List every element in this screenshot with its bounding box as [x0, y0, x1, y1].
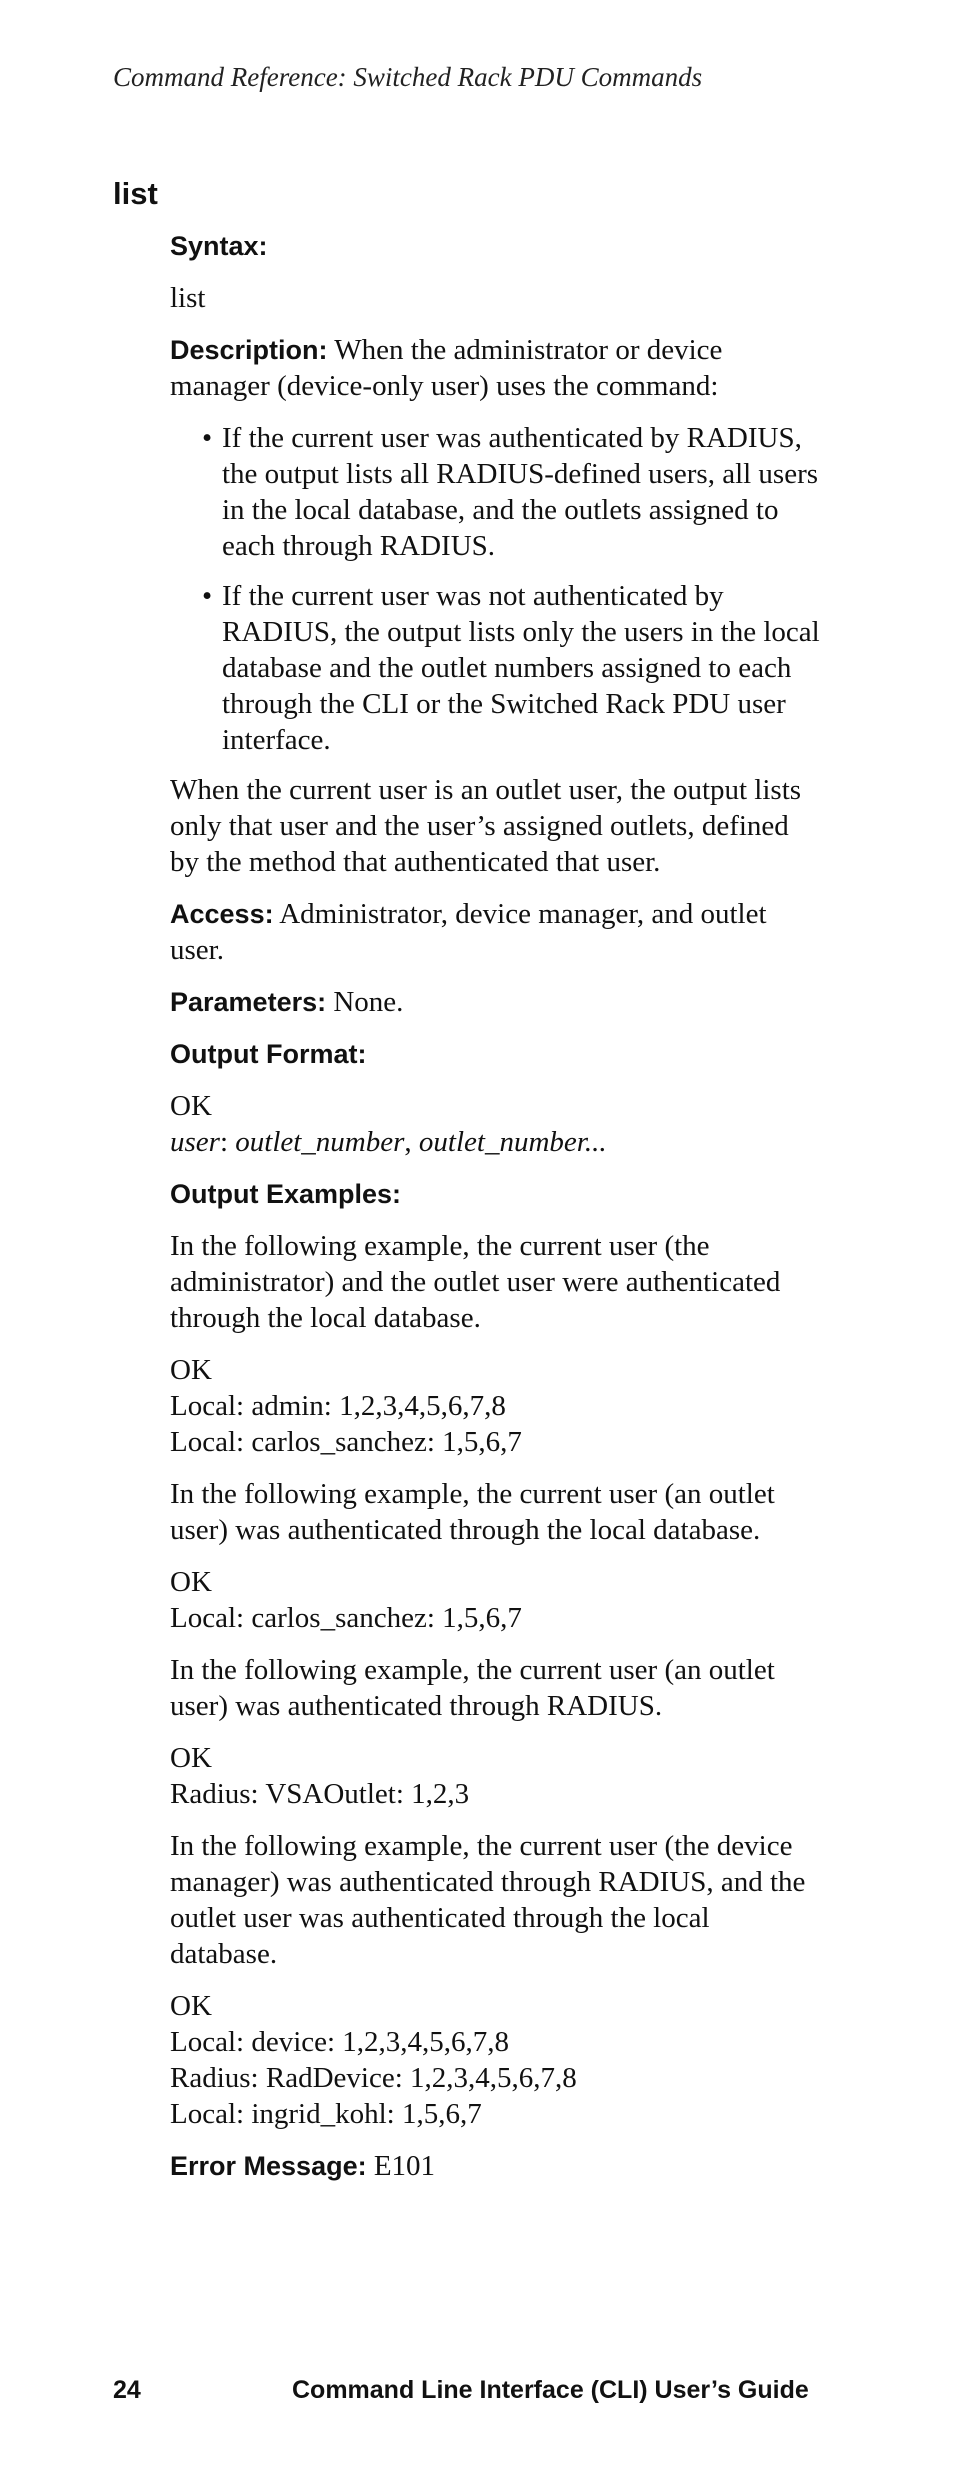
command-body	[170, 228, 820, 2200]
description-bullet-list	[170, 420, 820, 758]
description-text: When the administrator or device manager (device-only user) uses the command:	[170, 334, 723, 402]
bullet-item	[170, 578, 820, 758]
example-line: Local: carlos_sanchez: 1,5,6,7	[170, 1426, 522, 1458]
output-format-heading	[170, 1036, 820, 1072]
bullet-icon: •	[202, 422, 213, 454]
example-line: Local: carlos_sanchez: 1,5,6,7	[170, 1602, 522, 1634]
example-intro: In the following example, the current user (the device manager) was authenticated through RADIUS, and the outlet user was authenticated through the local database.	[170, 1830, 806, 1970]
error-paragraph	[170, 2148, 820, 2184]
output-format-label: Output Format:	[170, 1039, 367, 1069]
outlet-user-paragraph: When the current user is an outlet user, the output lists only that user and the user’s assigned outlets, defined by the method that authenticated that user.	[170, 774, 802, 878]
output-format-block	[170, 1088, 820, 1160]
separator: ,	[404, 1126, 419, 1158]
parameters-text: None.	[333, 986, 404, 1018]
output-format-line	[170, 1124, 820, 1160]
access-label: Access:	[170, 899, 274, 929]
description-label: Description:	[170, 335, 328, 365]
example-line: Radius: VSAOutlet: 1,2,3	[170, 1778, 470, 1810]
example-line: Local: admin: 1,2,3,4,5,6,7,8	[170, 1390, 506, 1422]
bullet-text: If the current user was authenticated by RADIUS, the output lists all RADIUS-defined users, all users in the local database, and the outlets assigned to each through RADIUS.	[222, 422, 819, 562]
example-line: OK	[170, 1742, 212, 1774]
user-placeholder: user	[170, 1126, 220, 1158]
syntax-label: Syntax:	[170, 231, 268, 261]
access-text: Administrator, device manager, and outlet user.	[170, 898, 767, 966]
example-intro: In the following example, the current user (an outlet user) was authenticated through the local database.	[170, 1478, 775, 1546]
description-paragraph	[170, 332, 820, 404]
output-examples-heading	[170, 1176, 820, 1212]
example-line: OK	[170, 1354, 212, 1386]
output-format-line: OK	[170, 1090, 212, 1122]
example-line: OK	[170, 1990, 212, 2022]
outlet-number-placeholder: outlet_number...	[418, 1126, 607, 1158]
separator: :	[219, 1126, 236, 1158]
page-number: 24	[113, 2376, 141, 2404]
syntax-heading	[170, 228, 820, 264]
parameters-paragraph	[170, 984, 820, 1020]
error-code: E101	[373, 2150, 436, 2182]
example-line: Local: device: 1,2,3,4,5,6,7,8	[170, 2026, 510, 2058]
example-output	[170, 1740, 820, 1812]
example-intro: In the following example, the current user (the administrator) and the outlet user were authenticated through the local database.	[170, 1230, 781, 1334]
example-intro: In the following example, the current user (an outlet user) was authenticated through RADIUS.	[170, 1654, 775, 1722]
command-title: list	[113, 176, 158, 211]
example-line: Radius: RadDevice: 1,2,3,4,5,6,7,8	[170, 2062, 577, 2094]
running-header: Command Reference: Switched Rack PDU Commands	[113, 62, 703, 92]
example-line: Local: ingrid_kohl: 1,5,6,7	[170, 2098, 482, 2130]
parameters-label: Parameters:	[170, 987, 327, 1017]
bullet-item	[170, 420, 820, 564]
syntax-text: list	[170, 282, 206, 314]
example-line: OK	[170, 1566, 212, 1598]
example-output	[170, 1564, 820, 1636]
access-paragraph	[170, 896, 820, 968]
output-examples-label: Output Examples:	[170, 1179, 402, 1209]
example-output	[170, 1988, 820, 2132]
bullet-text: If the current user was not authenticated by RADIUS, the output lists only the users in the local database and the outlet numbers assigned to each through the CLI or the Switched Rack PDU user interface.	[222, 580, 820, 756]
outlet-number-placeholder: outlet_number	[235, 1126, 405, 1158]
footer-guide-title: Command Line Interface (CLI) User’s Guide	[292, 2376, 809, 2404]
bullet-icon: •	[202, 580, 213, 612]
example-output	[170, 1352, 820, 1460]
error-label: Error Message:	[170, 2151, 367, 2181]
